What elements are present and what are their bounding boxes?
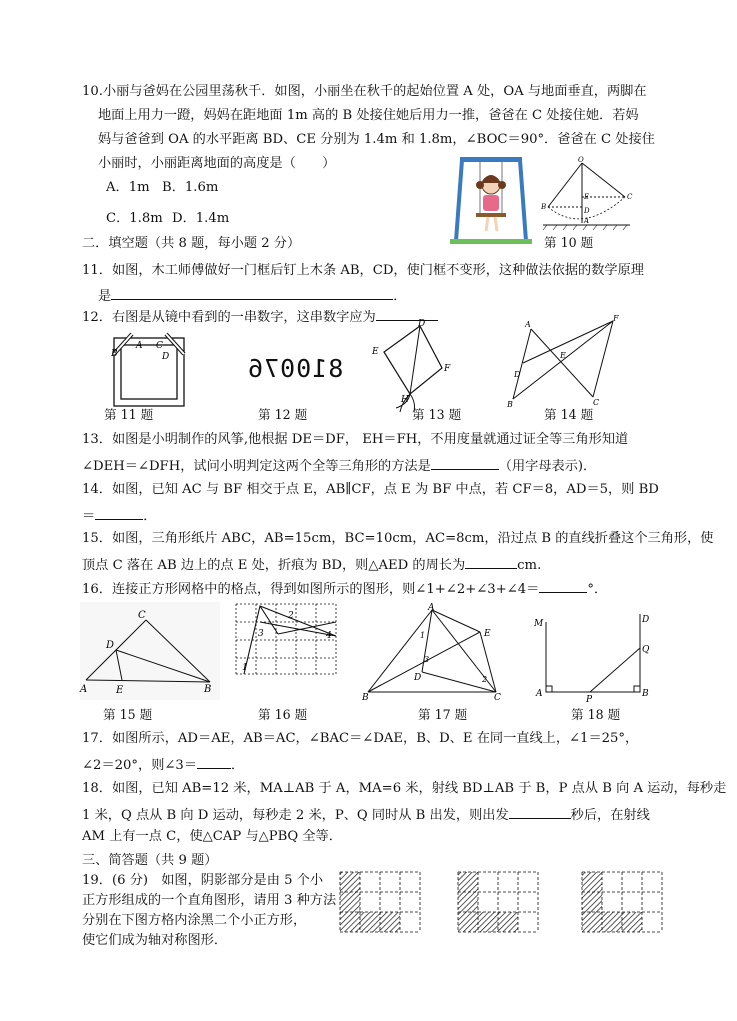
fig18-caption: 第 18 题 [571, 707, 621, 722]
fig14-label: D [514, 370, 521, 379]
fig18-geometry [532, 610, 657, 705]
q10-line3: 妈与爸爸到 OA 的水平距离 BD、CE 分别为 1.4m 和 1.8m，∠BOC＝90°．爸爸在 C 处接住 [98, 132, 655, 147]
fig14-label: C [593, 398, 600, 407]
fig17-label: C [494, 693, 501, 703]
fig14-label: E [560, 351, 566, 360]
fig11-caption: 第 11 题 [104, 407, 154, 422]
fig11-label: A [136, 341, 143, 351]
q15-answer-blank[interactable] [465, 556, 517, 569]
fig18-label: A [536, 689, 543, 699]
fig15-triangle [80, 602, 220, 700]
fig17-triangles [362, 602, 512, 702]
fig14-geometry [505, 315, 625, 410]
fig10-label: O [578, 156, 584, 164]
q17-line1: 17．如图所示，AD＝AE，AB＝AC，∠BAC＝∠DAE，B、D、E 在同一直线上，∠1＝25°， [82, 731, 639, 746]
fig17-label: B [362, 693, 369, 703]
fig10-label: D [584, 207, 590, 215]
fig13-kite [370, 320, 460, 415]
q11-line1: 11．如图，木工师傅做好一门框后钉上木条 AB，CD，使门框不变形，这种做法依据的数学原理 [82, 263, 644, 278]
fig16-label: 4 [326, 631, 332, 641]
q14-line1: 14．如图，已知 AC 与 BF 相交于点 E，AB∥CF，点 E 为 BF 中点，若 CF＝8，AD＝5，则 BD [82, 482, 659, 497]
q10-line4: 小丽时，小丽距离地面的高度是（ ） [98, 156, 336, 171]
q19-grid-2[interactable] [458, 872, 538, 932]
fig11-label: B [111, 349, 118, 359]
fig14-label: F [613, 314, 619, 323]
fig17-label: E [484, 629, 491, 639]
swing-illustration [450, 155, 530, 245]
fig18-label: D [642, 615, 650, 625]
q19-line1: 19．(6 分) 如图，阴影部分是由 5 个小 [82, 873, 324, 888]
q14-line2: ＝ ． [82, 509, 157, 524]
fig15-caption: 第 15 题 [103, 707, 153, 722]
section2-heading: 二．填空题（共 8 题，每小题 2 分） [82, 236, 301, 251]
q13-line1: 13．如图是小明制作的风筝,他根据 DE＝DF， EH＝FH，不用度量就通过证全等三角形知道 [82, 432, 629, 447]
q19-grid-1[interactable] [340, 872, 420, 932]
q10-option-d: D．1.4m [172, 211, 230, 226]
fig15-label: C [138, 610, 146, 621]
fig17-label: A [428, 603, 435, 613]
fig13-label: F [444, 364, 451, 374]
fig16-label: 2 [288, 611, 294, 621]
q19-grids [340, 868, 680, 938]
q16-line1: 16．连接正方形网格中的格点，得到如图所示的图形，则∠1+∠2+∠3+∠4＝ °． [82, 582, 608, 597]
q15-line2: 顶点 C 落在 AB 边上的点 E 处，折痕为 BD，则△AED 的周长为 cm. [82, 558, 542, 573]
q17-line2: ∠2＝20°，则∠3＝ ． [82, 758, 245, 773]
fig14-caption: 第 14 题 [544, 407, 594, 422]
q19-grid-3[interactable] [582, 872, 662, 932]
q10-option-a: A．1m [106, 180, 150, 195]
fig10-label: B [541, 203, 547, 211]
fig16-grid [234, 602, 338, 676]
fig10-label: A [584, 217, 590, 225]
fig10-label: E [584, 193, 590, 201]
q19-line4: 使它们成为轴对称图形． [82, 933, 228, 948]
fig18-label: B [642, 689, 649, 699]
fig18-label: P [586, 695, 593, 705]
fig17-label: D [414, 673, 422, 683]
fig12-mirrored-digits: 810076 [247, 354, 344, 383]
q11-line2: 是 ． [98, 289, 407, 304]
fig15-label: D [106, 640, 115, 651]
q11-answer-blank[interactable] [111, 287, 393, 300]
fig18-label: M [534, 619, 544, 629]
fig11-door-frame [110, 330, 190, 410]
q10-option-c: C．1.8m [106, 211, 163, 226]
fig16-label: 1 [242, 663, 248, 673]
q13-line2: ∠DEH＝∠DFH，试问小明判定这两个全等三角形的方法是 （用字母表示)． [82, 459, 597, 474]
fig13-label: D [418, 319, 426, 329]
q18-line3: AM 上有一点 C，使△CAP 与△PBQ 全等． [82, 829, 342, 844]
fig11-label: C [156, 341, 163, 351]
q16-answer-blank[interactable] [539, 580, 587, 593]
fig17-label: 3 [424, 655, 430, 664]
fig16-caption: 第 16 题 [258, 707, 308, 722]
q18-answer-blank[interactable] [509, 806, 571, 819]
q17-answer-blank[interactable] [197, 756, 231, 769]
q10-option-b: B．1.6m [162, 180, 219, 195]
q19-line3: 分别在下图方格内涂黑二个小正方形， [82, 913, 307, 928]
fig15-label: A [80, 684, 88, 695]
fig13-label: H [401, 395, 409, 405]
q14-answer-blank[interactable] [95, 507, 143, 520]
q10-line2: 地面上用力一蹬，妈妈在距地面 1m 高的 B 处接住她后用力一推，爸爸在 C 处接住她．若妈 [98, 108, 639, 123]
fig15-label: E [116, 685, 124, 696]
q12-line1: 12．右图是从镜中看到的一串数字，这串数字应为 [82, 308, 438, 324]
q13-answer-blank[interactable] [431, 457, 499, 470]
fig13-label: E [372, 347, 379, 357]
fig17-label: 2 [482, 675, 488, 684]
fig17-label: 1 [420, 631, 426, 640]
fig18-label: Q [642, 645, 650, 655]
q19-line2: 正方形组成的一个直角图形，请用 3 种方法 [82, 893, 337, 908]
fig14-label: A [525, 320, 531, 329]
fig11-label: D [162, 352, 170, 362]
fig14-label: B [507, 400, 513, 409]
fig10-caption: 第 10 题 [544, 235, 594, 250]
fig10-geometry [535, 155, 635, 235]
fig12-caption: 第 12 题 [258, 407, 308, 422]
fig15-label: B [204, 684, 212, 695]
fig10-label: C [627, 193, 633, 201]
q18-line1: 18．如图，已知 AB=12 米，MA⊥AB 于 A，MA=6 米，射线 BD⊥AB 于 B，P 点从 B 向 A 运动，每秒走 [82, 781, 727, 796]
fig13-caption: 第 13 题 [412, 407, 462, 422]
q10-line1: 10.小丽与爸妈在公园里荡秋千．如图，小丽坐在秋千的起始位置 A 处，OA 与地面垂直，两脚在 [82, 84, 647, 99]
q15-line1: 15．如图，三角形纸片 ABC，AB=15cm，BC=10cm，AC=8cm，沿过点 B 的直线折叠这个三角形，使 [82, 531, 714, 546]
fig16-label: 3 [258, 629, 264, 639]
fig17-caption: 第 17 题 [418, 707, 468, 722]
q18-line2: 1 米，Q 点从 B 向 D 运动，每秒走 2 米，P、Q 同时从 B 出发，则出发 秒后，在射线 [82, 808, 650, 823]
section3-heading: 三、简答题（共 9 题） [82, 853, 218, 868]
